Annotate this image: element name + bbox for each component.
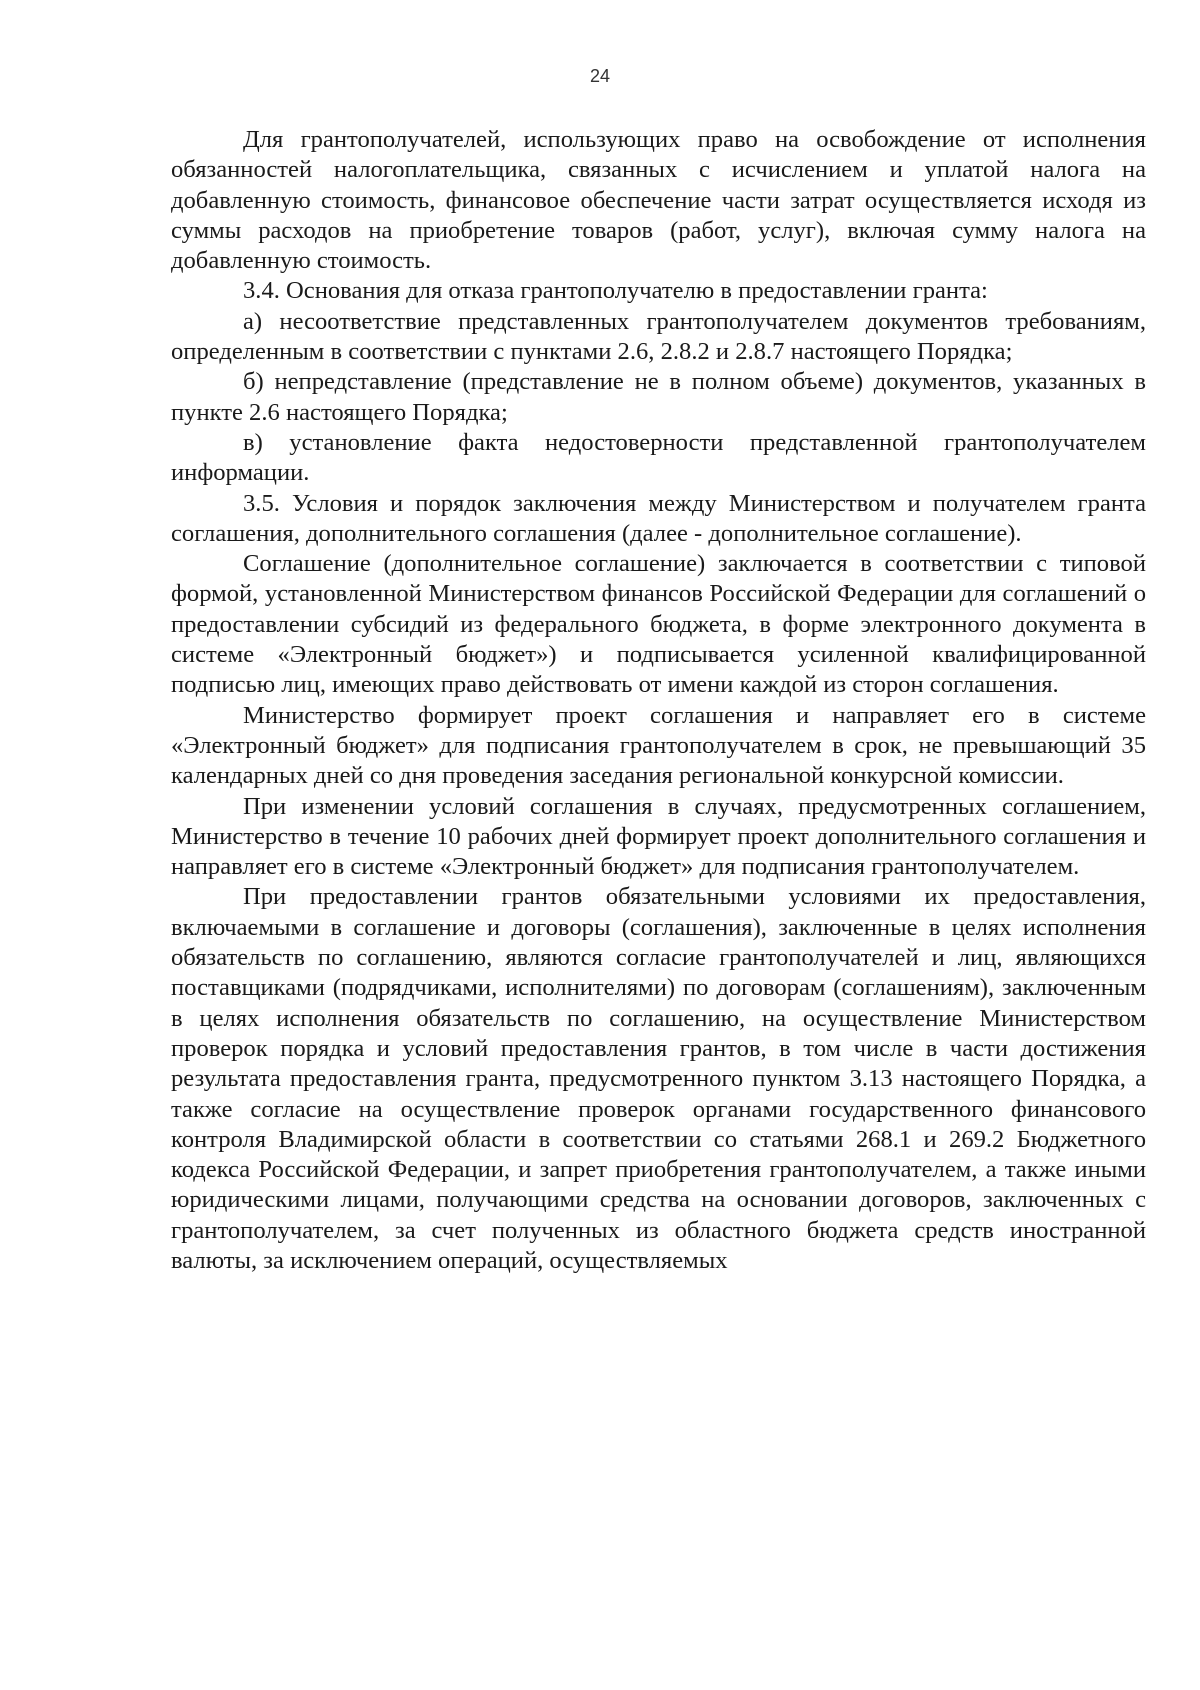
paragraph-3-4-b: б) непредставление (представление не в полном объеме) документов, указанных в пункте 2.6 настоящего Порядка;: [171, 368, 1146, 426]
paragraph-3-4-v: в) установление факта недостоверности представленной грантополучателем информации.: [171, 428, 1146, 487]
paragraph-3-4-a: а) несоответствие представленных грантополучателем документов требованиям, определенным в соответствии с пунктами 2.6, 2.8.2 и 2.8.7 настоящего Порядка;: [171, 307, 1146, 366]
paragraph-3-5-heading: 3.5. Условия и порядок заключения между Министерством и получателем гранта соглашения, дополнительного соглашения (далее - дополнительное соглашение).: [171, 489, 1146, 547]
paragraph-agreement-form: Соглашение (дополнительное соглашение) заключается в соответствии с типовой формой, установленной Министерством финансов Российской Федерации для соглашений о предоставлении субсидий из федерального бюджета, в форме электронного документа в системе «Электронный бюджет») и подписывается усиленной квалифицированной подписью лиц, имеющих право действовать от имени каждой из сторон соглашения.: [171, 550, 1146, 699]
paragraph-agreement-changes: При изменении условий соглашения в случаях, предусмотренных соглашением, Министерство в течение 10 рабочих дней формирует проект дополнительного соглашения и направляет его в системе «Электронный бюджет» для подписания грантополучателем.: [171, 792, 1146, 881]
paragraph-agreement-draft: Министерство формирует проект соглашения и направляет его в системе «Электронный бюджет» для подписания грантополучателем в срок, не превышающий 35 календарных дней со дня проведения заседания региональной конкурсной комиссии.: [171, 701, 1146, 790]
document-body: [171, 125, 1146, 1276]
page-number: 24: [589, 66, 611, 86]
paragraph-vat-exemption: Для грантополучателей, использующих право на освобождение от исполнения обязанностей налогоплательщика, связанных с исчислением и уплатой налога на добавленную стоимость, финансовое обеспечение части затрат осуществляется исходя из суммы расходов на приобретение товаров (работ, услуг), включая сумму налога на добавленную стоимость.: [171, 126, 1146, 275]
paragraph-grant-conditions: При предоставлении грантов обязательными условиями их предоставления, включаемыми в соглашение и договоры (соглашения), заключенные в целях исполнения обязательств по соглашению, являются согласие грантополучателей и лиц, являющихся поставщиками (подрядчиками, исполнителями) по договорам (соглашениям), заключенным в целях исполнения обязательств по соглашению, на осуществление Министерством проверок порядка и условий предоставления грантов, в том числе в части достижения результата предоставления гранта, предусмотренного пунктом 3.13 настоящего Порядка, а также согласие на осуществление проверок органами государственного финансового контроля Владимирской области в соответствии со статьями 268.1 и 269.2 Бюджетного кодекса Российской Федерации, и запрет приобретения грантополучателем, а также иными юридическими лицами, получающими средства на основании договоров, заключенных с грантополучателем, за счет полученных из областного бюджета средств иностранной валюты, за исключением операций, осуществляемых: [171, 883, 1146, 1274]
paragraph-3-4-heading: 3.4. Основания для отказа грантополучателю в предоставлении гранта:: [243, 277, 988, 305]
